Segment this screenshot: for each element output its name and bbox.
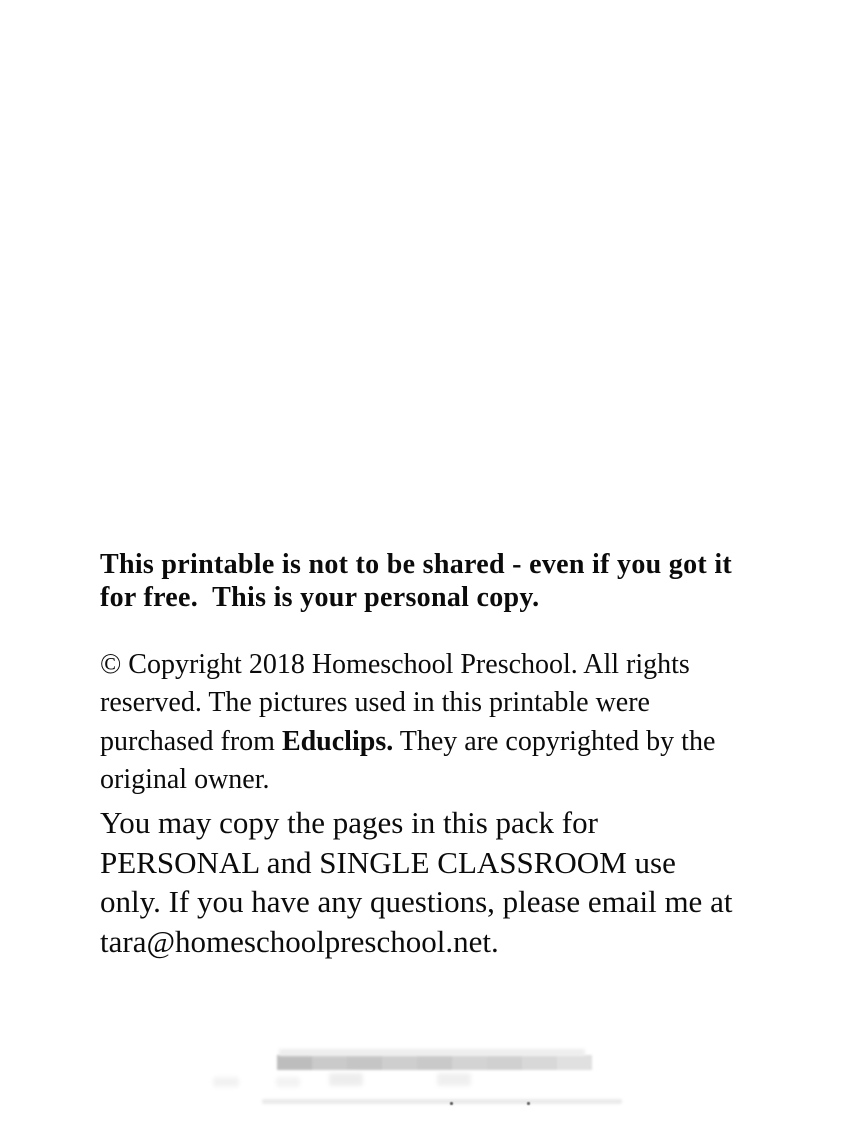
usage-paragraph xyxy=(100,803,732,961)
text-segment: original owner. xyxy=(100,764,270,796)
blurred-watermark-underline xyxy=(262,1099,622,1104)
text-segment: They are copyrighted by the xyxy=(393,725,716,757)
text-segment: tara@homeschoolpreschool.net. xyxy=(100,923,499,959)
text-segment: only. If you have any questions, please email me at xyxy=(100,884,733,920)
notice-heading xyxy=(100,549,732,614)
paragraph-line xyxy=(100,684,715,722)
paragraph-line xyxy=(100,723,715,761)
blurred-watermark-smudge xyxy=(329,1073,363,1086)
heading-line: for free. This is your personal copy. xyxy=(100,581,540,613)
text-segment: © Copyright 2018 Homeschool Preschool. All rights xyxy=(100,649,690,680)
blurred-watermark-bar xyxy=(277,1055,592,1070)
paragraph-line xyxy=(100,803,732,843)
blurred-watermark-smudge xyxy=(437,1073,471,1086)
text-segment: reserved. The pictures used in this printable were xyxy=(100,687,650,719)
blurred-watermark-smudge xyxy=(213,1077,239,1087)
blurred-watermark-speck xyxy=(450,1102,453,1105)
blurred-watermark-smudge xyxy=(276,1077,300,1087)
text-segment: PERSONAL and SINGLE CLASSROOM use xyxy=(100,844,676,880)
paragraph-line xyxy=(100,761,715,799)
paragraph-line xyxy=(100,882,732,922)
text-segment: purchased from xyxy=(100,725,282,757)
blurred-watermark-speck xyxy=(527,1102,530,1105)
paragraph-line xyxy=(100,843,732,883)
paragraph-line xyxy=(100,646,715,684)
bold-text-segment: Educlips. xyxy=(281,725,394,757)
copyright-paragraph xyxy=(100,646,715,800)
text-segment: You may copy the pages in this pack for xyxy=(100,805,598,840)
paragraph-line xyxy=(100,922,732,962)
blurred-watermark-halo xyxy=(279,1049,585,1056)
heading-line: This printable is not to be shared - even if you got it xyxy=(100,549,733,580)
